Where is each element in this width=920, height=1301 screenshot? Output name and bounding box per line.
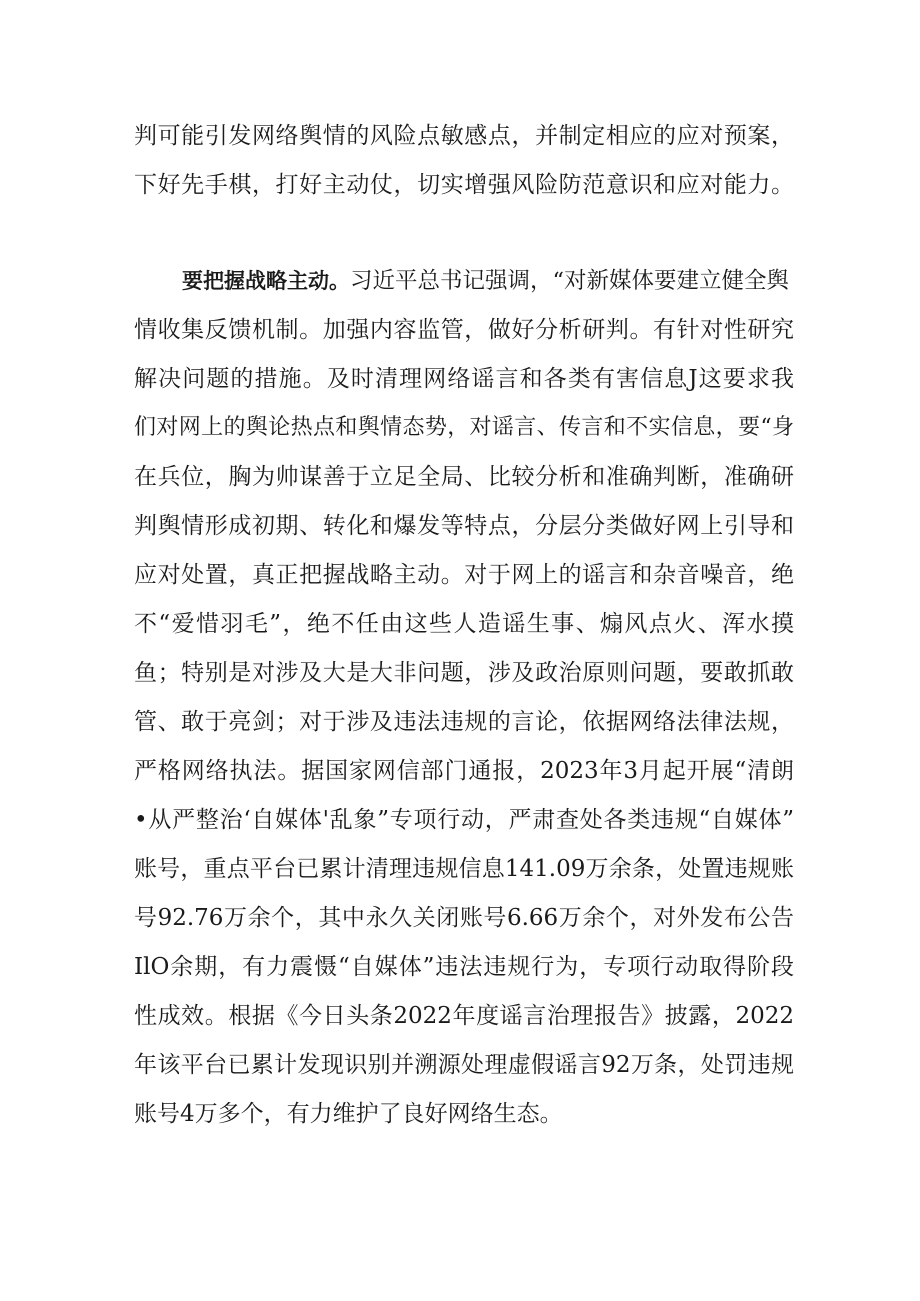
paragraph-2-line-17: 年该平台已累计发现识别并溯源处理虚假谣言92万条，处罚违规 bbox=[134, 1052, 794, 1078]
paragraph-2-line-2: 情收集反馈机制。加强内容监管，做好分析研判。有针对性研究 bbox=[134, 317, 794, 343]
paragraph-2-line-9: 鱼；特别是对涉及大是大非问题，涉及政治原则问题，要敢抓敢 bbox=[134, 660, 794, 686]
paragraph-2-line-1 bbox=[182, 266, 794, 296]
paragraph-2-line-3: 解决问题的措施。及时清理网络谣言和各类有害信息J这要求我 bbox=[134, 366, 794, 392]
paragraph-2-line-6: 判舆情形成初期、转化和爆发等特点，分层分类做好网上引导和 bbox=[134, 513, 794, 539]
paragraph-1-line-2: 下好先手棋，打好主动仗，切实增强风险防范意识和应对能力。 bbox=[134, 172, 794, 198]
paragraph-2-line-8: 不“爱惜羽毛”，绝不任由这些人造谣生事、煽风点火、浑水摸 bbox=[134, 611, 794, 637]
paragraph-2-line-4: 们对网上的舆论热点和舆情态势，对谣言、传言和不实信息，要“身 bbox=[134, 415, 794, 440]
paragraph-1-line-1: 判可能引发网络舆情的风险点敏感点，并制定相应的应对预案， bbox=[134, 123, 794, 149]
paragraph-2-line-16: 性成效。根据《今日头条2022年度谣言治理报告》披露，2022 bbox=[134, 1003, 794, 1029]
paragraph-2-last-line: 账号4万多个，有力维护了良好网络生态。 bbox=[134, 1101, 563, 1127]
paragraph-2-line-5: 在兵位，胸为帅谋善于立足全局、比较分析和准确判断，准确研 bbox=[134, 464, 794, 490]
paragraph-2-line-15: IlO余期，有力震慑“自媒体”违法违规行为，专项行动取得阶段 bbox=[134, 954, 794, 980]
paragraph-2-line-1-text: 习近平总书记强调，“对新媒体要建立健全舆 bbox=[350, 268, 790, 294]
paragraph-2-line-12: •从严整治‘自媒体'乱象”专项行动，严肃查处各类违规“自媒体” bbox=[134, 807, 794, 833]
paragraph-2-line-13: 账号，重点平台已累计清理违规信息141.09万余条，处置违规账 bbox=[134, 856, 794, 882]
paragraph-2-line-11: 严格网络执法。据国家网信部门通报，2023年3月起开展“清朗 bbox=[134, 758, 794, 784]
paragraph-2-heading: 要把握战略主动。 bbox=[182, 269, 350, 293]
paragraph-2-line-10: 管、敢于亮剑；对于涉及违法违规的言论，依据网络法律法规， bbox=[134, 709, 794, 735]
paragraph-2-line-14: 号92.76万余个，其中永久关闭账号6.66万余个，对外发布公告 bbox=[134, 905, 794, 931]
paragraph-2-line-7: 应对处置，真正把握战略主动。对于网上的谣言和杂音噪音，绝 bbox=[134, 562, 794, 588]
